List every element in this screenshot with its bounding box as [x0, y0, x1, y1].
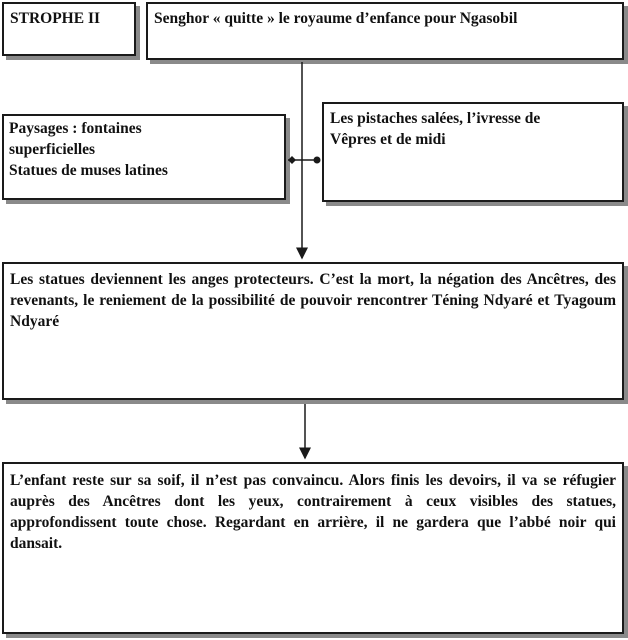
landscapes-line-3: Statues de muses latines — [9, 162, 168, 179]
title-text: Senghor « quitte » le royaume d’enfance pour Ngasobil — [154, 10, 518, 27]
connector-left-diamond — [288, 156, 296, 164]
pistachios-line-2: Vêpres et de midi — [330, 131, 446, 148]
landscapes-line-1: Paysages : fontaines — [9, 120, 142, 137]
statues-text: Les statues deviennent les anges protecteurs. C’est la mort, la négation des Ancêtres, des revenants, le reniement de la possibilité de pouvoir rencontrer Téning Ndyaré et Tyagoum Ndyaré — [10, 271, 616, 330]
connector-right-dot — [314, 157, 321, 164]
child-text: L’enfant reste sur sa soif, il n’est pas convaincu. Alors finis les devoirs, il va se réfugier auprès des Ancêtres dont les yeux, contrairement à ceux visibles des statues, approfondissent toute chose. Regardant en arrière, il ne gardera que l’abbé noir qui dansait. — [10, 472, 616, 552]
strophe-label: STROPHE II — [10, 10, 101, 27]
landscapes-line-2: superficielles — [9, 141, 96, 158]
pistachios-line-1: Les pistaches salées, l’ivresse de — [330, 110, 541, 127]
